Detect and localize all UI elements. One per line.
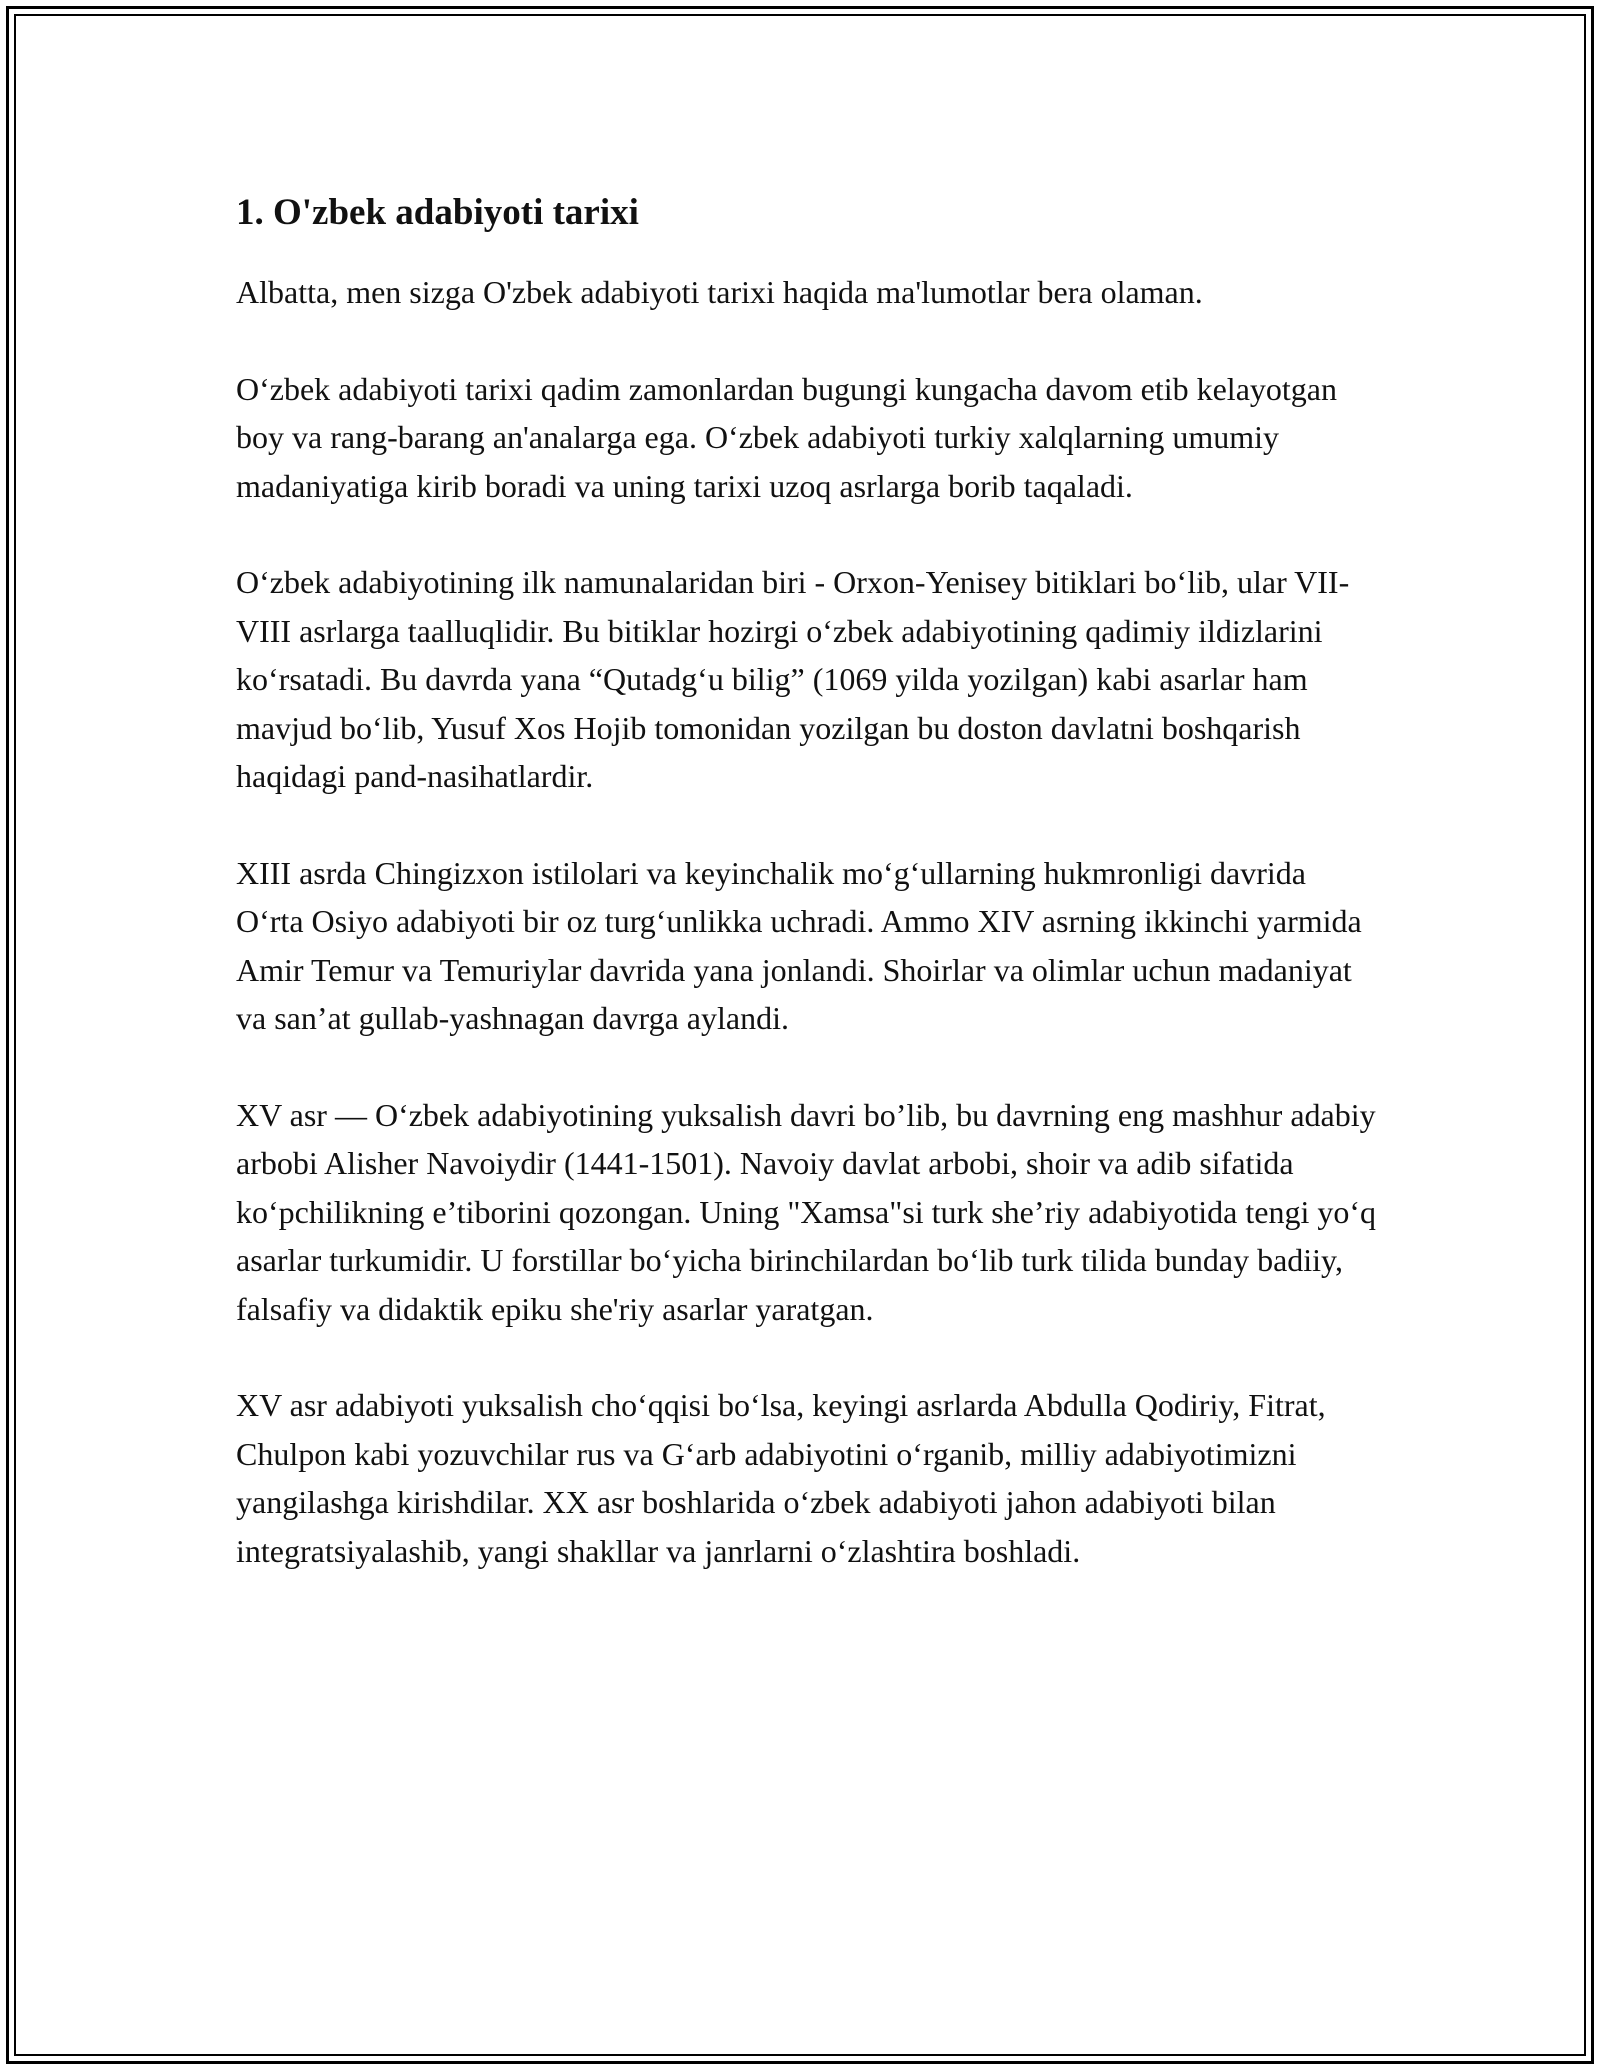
paragraph-modern-era: XV asr adabiyoti yuksalish cho‘qqisi bo‘lsa, keyingi asrlarda Abdulla Qodiriy, Fitrat, Chulpon kabi yozuvchilar rus va G‘arb adabiyotini o‘rganib, milliy adabiyotimizni yangilashga kirishdilar. XX asr boshlarida o‘zbek adabiyoti jahon adabiyoti bilan integratsiyalashib, yangi shakllar va janrlarni o‘zlashtira boshladi. — [236, 1387, 1326, 1569]
paragraph-orkhon-yenisei: O‘zbek adabiyotining ilk namunalaridan biri - Orxon-Yenisey bitiklari bo‘lib, ular VII-VIII asrlarga taalluqlidir. Bu bitiklar hozirgi o‘zbek adabiyotining qadimiy ildizlarini ko‘rsatadi. Bu davrda yana “Qutadg‘u bilig” (1069 yilda yozilgan) kabi asarlar ham mavjud bo‘lib, Yusuf Xos Hojib tomonidan yozilgan bu doston davlatni boshqarish haqidagi pand-nasihatlardir. — [236, 564, 1350, 794]
paragraph-intro: Albatta, men sizga O'zbek adabiyoti tarixi haqida ma'lumotlar bera olaman. — [236, 274, 1203, 310]
paragraph-mongol-period: XIII asrda Chingizxon istilolari va keyinchalik mo‘g‘ullarning hukmronligi davrida O‘rta Osiyo adabiyoti bir oz turg‘unlikka uchradi. Ammo XIV asrning ikkinchi yarmida Amir Temur va Temuriylar davrida yana jonlandi. Shoirlar va olimlar uchun madaniyat va san’at gullab-yashnagan davrga aylandi. — [236, 854, 1362, 1036]
paragraph-navoi: XV asr — O‘zbek adabiyotining yuksalish davri bo’lib, bu davrning eng mashhur adabiy arbobi Alisher Navoiydir (1441-1501). Navoiy davlat arbobi, shoir va adib sifatida ko‘pchilikning e’tiborini qozongan. Uning "Xamsa"si turk she’riy adabiyotida tengi yo‘q asarlar turkumidir. U forstillar bo‘yicha birinchilardan bo‘lib turk tilida bunday badiiy, falsafiy va didaktik epiku she'riy asarlar yaratgan. — [236, 1096, 1376, 1327]
document-body — [236, 188, 1376, 1623]
paragraph-overview: O‘zbek adabiyoti tarixi qadim zamonlardan bugungi kungacha davom etib kelayotgan boy va rang-barang an'analarga ega. O‘zbek adabiyoti turkiy xalqlarning umumiy madaniyatiga kirib boradi va uning tarixi uzoq asrlarga borib taqaladi. — [236, 370, 1337, 504]
document-title: 1. O'zbek adabiyoti tarixi — [236, 192, 639, 233]
